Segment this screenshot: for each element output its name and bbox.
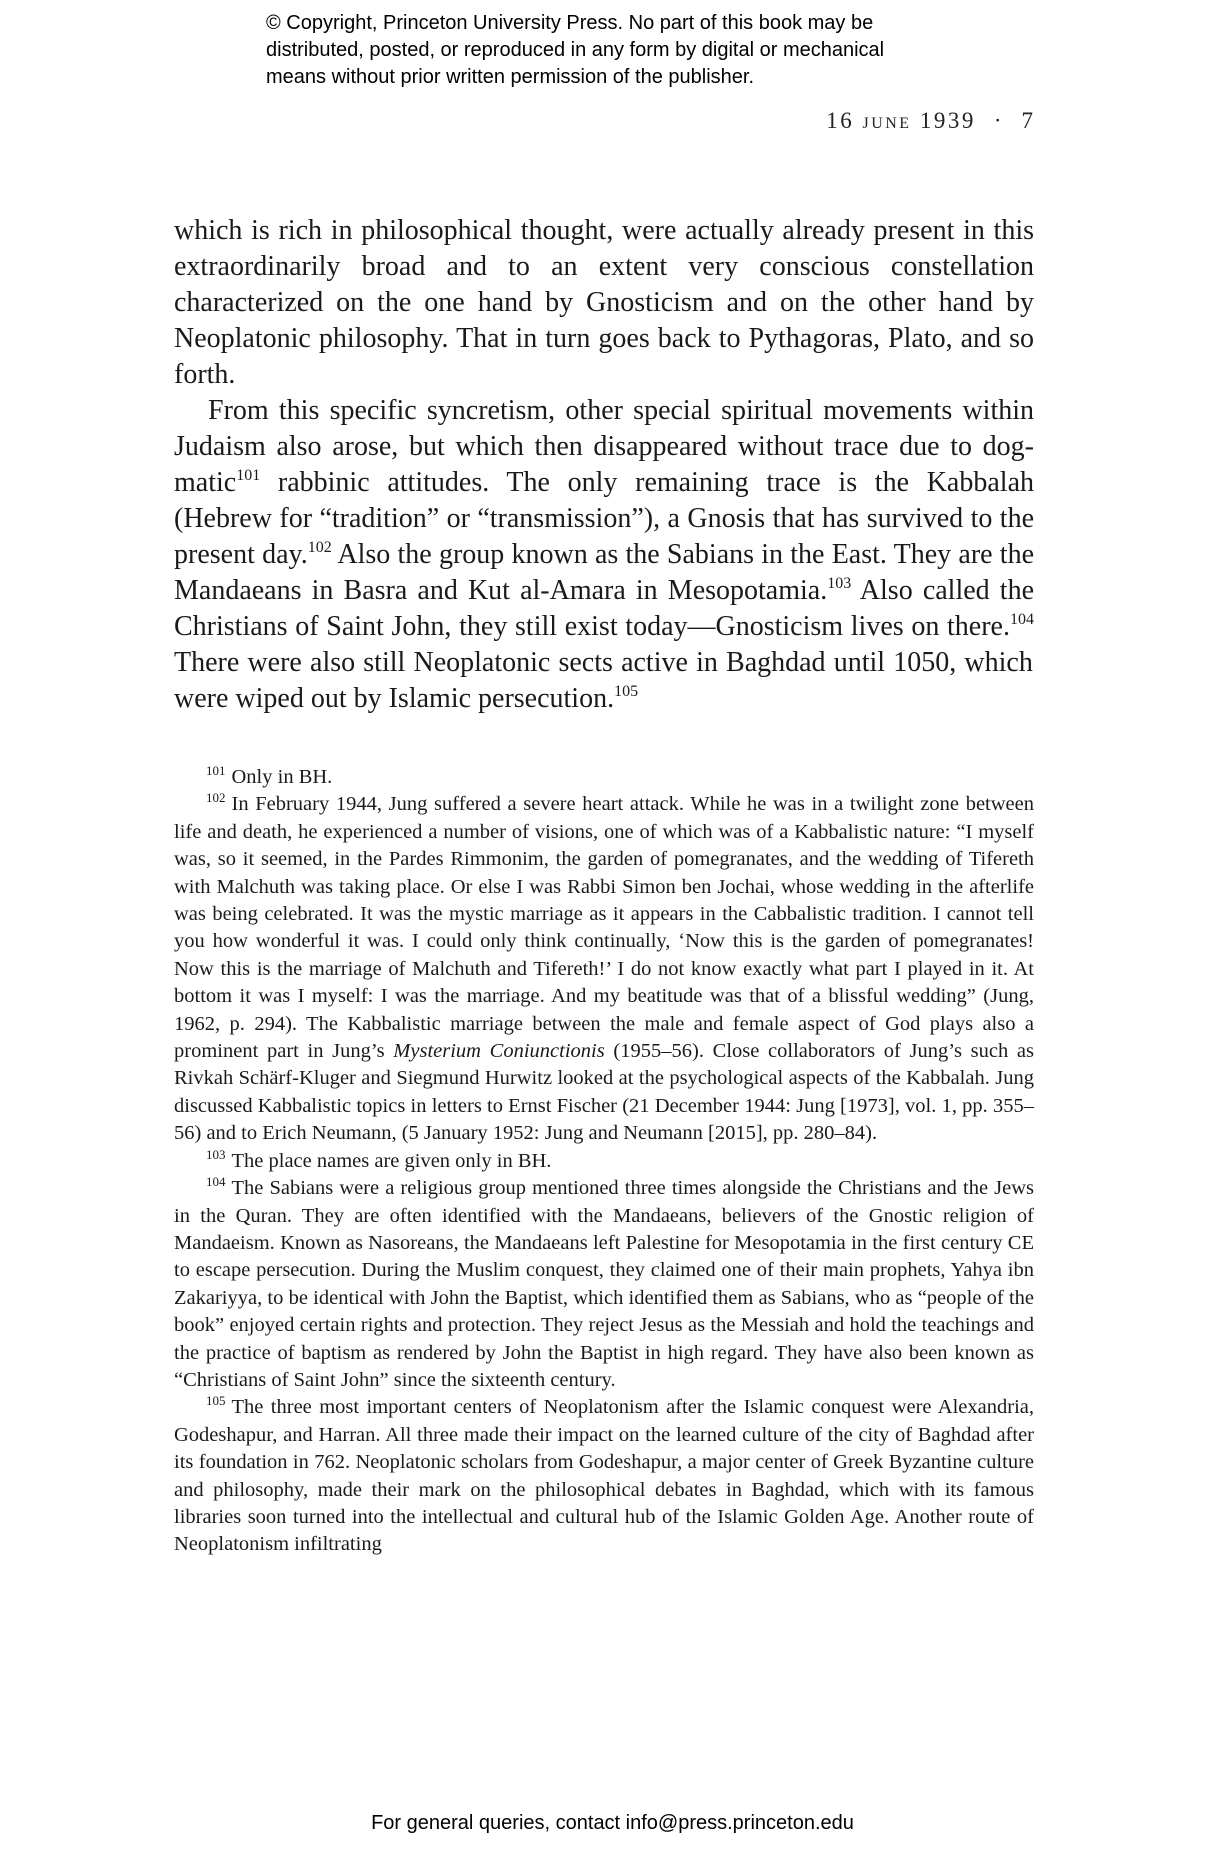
body-paragraph-1: which is rich in philosophical thought, were actually already present in this extraordinarily broad and to an extent very conscious constellation characterized on the one hand by Gnosticism and on the other hand by Neoplatonic philosophy. That in turn goes back to Pythagoras, Plato, and so forth. <box>174 215 1034 390</box>
body-text: From this specific syncretism, other special spiritual movements within Judaism also arose, but which then disappeared without trace due to dogmatic <box>174 395 1034 498</box>
copyright-line-2: distributed, posted, or reproduced in any form by digital or mechanical <box>266 39 885 61</box>
footnote-105 <box>174 1394 1034 1558</box>
footnote-number: 102 <box>206 790 226 806</box>
footnote-text: Only in BH. <box>231 766 333 788</box>
body-text: There were also still Neoplatonic sects active in Baghdad until 1050, which were wiped out by Islamic persecution. <box>174 647 1033 714</box>
body-text: Also called the Christians of Saint John, they still exist today—Gnosticism lives on there. <box>174 575 1035 642</box>
book-title: Mysterium Coniunctionis <box>393 1040 605 1063</box>
footnote-ref-102[interactable]: 102 <box>307 539 332 556</box>
footnote-text: The three most important centers of Neoplatonism after the Islamic conquest were Alexandria, Godeshapur, and Harran. All three made their impact on the learned culture of the city of Baghdad after its foundation in 762. Neoplatonic scholars from Godeshapur, a major center of Greek Byzantine culture and philosophy, made their mark on the philosophical debates in Baghdad, which with its famous libraries soon turned into the intellectual and cultural hub of the Islamic Golden Age. Another route of Neoplatonism infiltrating <box>174 1396 1034 1556</box>
footnote-text: (1955–56). Close collaborators of Jung’s such as Rivkah Schärf-Kluger and Siegmund Hurwitz looked at the psychological aspects of the Kabbalah. Jung discussed Kabbalistic topics in letters to Ernst Fischer (21 December 1944: Jung [1973], vol. 1, pp. 355–56) and to Erich Neumann, (5 January 1952: Jung and Neumann [2015], pp. 280–84). <box>174 1040 1035 1145</box>
body-text: Also the group known as the Sabians in the East. They are the Mandaeans in Basra and Kut al-Amara in Mesopotamia. <box>174 539 1035 606</box>
footnote-ref-105[interactable]: 105 <box>614 683 639 700</box>
copyright-line-1: © Copyright, Princeton University Press. No part of this book may be <box>266 12 874 34</box>
footnote-text: The Sabians were a religious group mentioned three times alongside the Christians and the Jews in the Quran. They are often identified with the Mandaeans, believers of the Gnostic religion of Mandaeism. Known as Nasoreans, the Mandaeans left Palestine for Mesopotamia in the first century CE to escape persecution. During the Muslim conquest, they claimed one of their main prophets, Yahya ibn Zakariyya, to be identical with John the Baptist, which identified them as Sabians, who as “people of the book” enjoyed certain rights and protection. They reject Jesus as the Messiah and hold the teachings and the practice of baptism as rendered by John the Baptist in high regard. They have also been known as “Christians of Saint John” since the sixteenth century. <box>174 1177 1034 1391</box>
footnote-101 <box>174 764 1034 791</box>
copyright-notice <box>266 10 1026 91</box>
footnote-ref-103[interactable]: 103 <box>827 575 852 592</box>
body-paragraph-2 <box>174 393 1034 717</box>
main-text <box>174 213 1034 717</box>
footnote-text: The place names are given only in BH. <box>231 1149 552 1172</box>
footnote-102 <box>174 791 1034 1147</box>
copyright-line-3: means without prior written permission of the publisher. <box>266 66 755 88</box>
running-head-separator: · <box>993 108 1004 133</box>
running-head <box>826 108 1035 134</box>
footnote-number: 101 <box>206 763 226 778</box>
body-text: rabbinic attitudes. The only remaining trace is the Kabbalah (Hebrew for “tradition” or “transmission”), a Gnosis that has survived to the present day. <box>174 467 1034 570</box>
footnote-104 <box>174 1175 1034 1394</box>
footnote-ref-104[interactable]: 104 <box>1010 611 1034 628</box>
footnote-103 <box>174 1148 1034 1175</box>
footnote-number: 105 <box>206 1393 226 1409</box>
footer-contact: For general queries, contact info@press.princeton.edu <box>371 1812 854 1834</box>
page-number: 7 <box>1021 108 1035 133</box>
footnote-number: 104 <box>206 1174 226 1190</box>
footnote-number: 103 <box>206 1146 226 1162</box>
footnote-ref-101[interactable]: 101 <box>236 467 261 484</box>
footnote-text: In February 1944, Jung suffered a severe heart attack. While he was in a twilight zone between life and death, he experienced a number of visions, one of which was of a Kabbalistic nature: “I myself was, so it seemed, in the Pardes Rimmonim, the garden of pomegranates, and the wedding of Tifereth with Malchuth was taking place. Or else I was Rabbi Simon ben Jochai, whose wedding in the afterlife was being celebrated. It was the mystic marriage as it appears in the Cabbalistic tradition. I cannot tell you how wonderful it was. I could only think continually, ‘Now this is the garden of pomegranates! Now this is the marriage of Malchuth and Tifereth!’ I do not know exactly what part I played in it. At bottom it was I myself: I was the marriage. And my beatitude was that of a blissful wedding” (Jung, 1962, p. 294). The Kabbalistic marriage between the male and female aspect of God plays also a prominent part in Jung’s <box>174 793 1034 1063</box>
running-head-title: 16 june 1939 <box>826 108 976 133</box>
footnotes <box>174 764 1034 1559</box>
